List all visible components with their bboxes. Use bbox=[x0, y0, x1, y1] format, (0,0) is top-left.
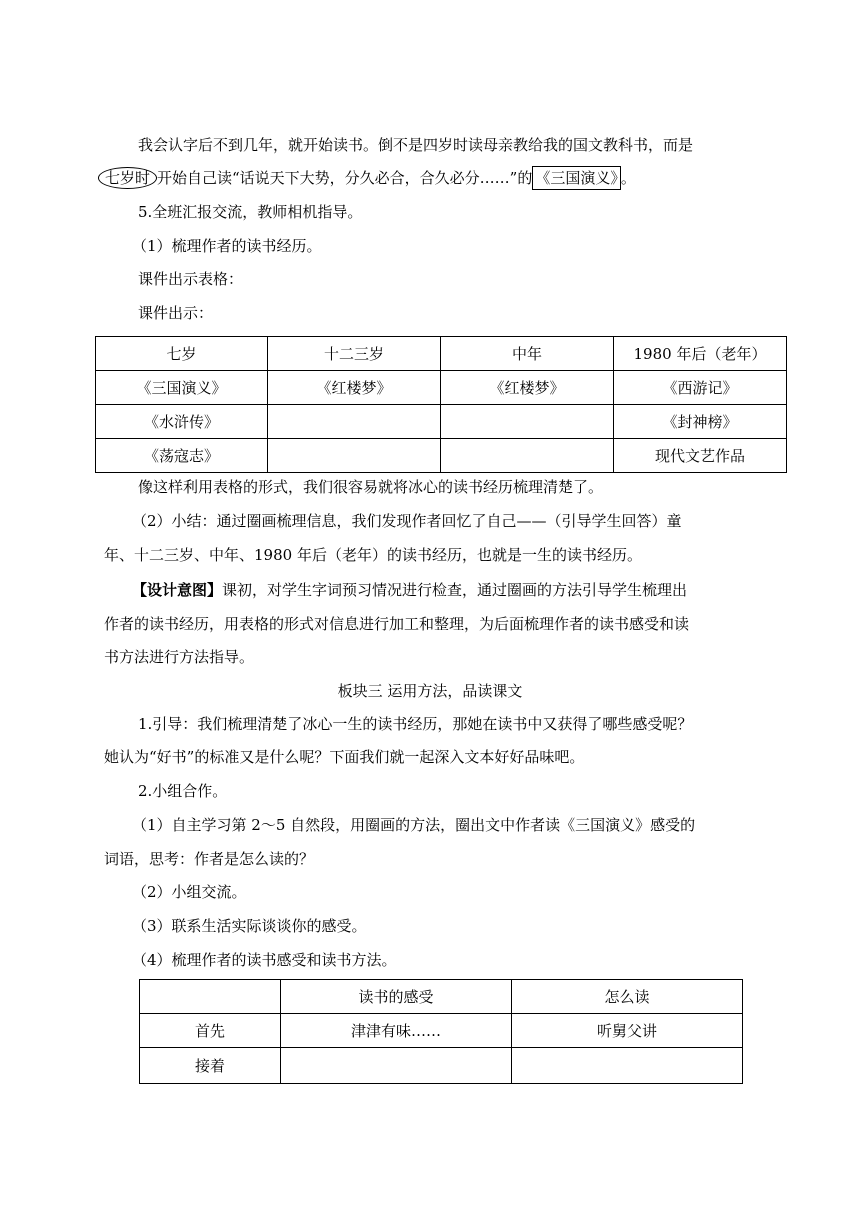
para1-line2-mid: 开始自己读“话说天下大势，分久必合，合久必分……”的 bbox=[157, 169, 533, 187]
after-table-text: 像这样利用表格的形式，我们很容易就将冰心的读书经历梳理清楚了。 bbox=[138, 478, 604, 496]
boxed-text: 《三国演义》 bbox=[532, 166, 621, 190]
para1-line2-end: 。 bbox=[620, 169, 636, 187]
table-cell: 《荡寇志》 bbox=[96, 439, 268, 473]
task4: （4）梳理作者的读书感受和读书方法。 bbox=[132, 951, 397, 969]
table-cell bbox=[268, 439, 441, 473]
guide-line2: 她认为“好书”的标准又是什么呢？下面我们就一起深入文本好好品味吧。 bbox=[104, 748, 585, 766]
table-cell bbox=[281, 1048, 512, 1084]
table-cell: 《红楼梦》 bbox=[441, 371, 614, 405]
table-header-cell: 中年 bbox=[441, 337, 614, 371]
table-row bbox=[140, 1014, 743, 1048]
table-cell: 首先 bbox=[140, 1014, 281, 1048]
reading-history-table bbox=[95, 336, 787, 473]
table-header-cell bbox=[140, 980, 281, 1014]
design-intent-line3: 书方法进行方法指导。 bbox=[104, 648, 255, 666]
summary-line2: 年、十二三岁、中年、1980 年后（老年）的读书经历，也就是一生的读书经历。 bbox=[104, 546, 642, 564]
table-cell: 《封神榜》 bbox=[614, 405, 787, 439]
summary-line1: （2）小结：通过圈画梳理信息，我们发现作者回忆了自己——（引导学生回答）童 bbox=[132, 512, 682, 530]
table-header-cell: 1980 年后（老年） bbox=[614, 337, 787, 371]
table-row bbox=[140, 1048, 743, 1084]
table-cell: 津津有味…… bbox=[281, 1014, 512, 1048]
section3-title: 板块三 运用方法，品读课文 bbox=[337, 682, 523, 700]
design-intent-line1 bbox=[132, 579, 687, 601]
design-intent-label: 【设计意图】 bbox=[132, 581, 223, 599]
table-cell bbox=[441, 439, 614, 473]
para1-line1: 我会认字后不到几年，就开始读书。倒不是四岁时读母亲教给我的国文教科书，而是 bbox=[138, 136, 694, 154]
step5-1: （1）梳理作者的读书经历。 bbox=[132, 237, 322, 255]
table-cell: 接着 bbox=[140, 1048, 281, 1084]
table-cell bbox=[268, 405, 441, 439]
circled-text: 七岁时 bbox=[98, 167, 157, 189]
table-header-row bbox=[96, 337, 787, 371]
task1-line2: 词语，思考：作者是怎么读的？ bbox=[104, 850, 315, 868]
table-header-cell: 读书的感受 bbox=[281, 980, 512, 1014]
courseware-table-label: 课件出示表格： bbox=[138, 270, 244, 288]
table-row bbox=[96, 371, 787, 405]
design-intent-line2: 作者的读书经历，用表格的形式对信息进行加工和整理，为后面梳理作者的读书感受和读 bbox=[104, 615, 690, 633]
group-work: 2.小组合作。 bbox=[138, 782, 228, 800]
para1-line2 bbox=[106, 167, 636, 189]
reading-method-table bbox=[139, 979, 743, 1084]
task3: （3）联系生活实际谈谈你的感受。 bbox=[132, 917, 367, 935]
task2: （2）小组交流。 bbox=[132, 883, 247, 901]
table-header-cell: 怎么读 bbox=[512, 980, 743, 1014]
courseware-show-label: 课件出示： bbox=[138, 304, 214, 322]
task1-line1: （1）自主学习第 2～5 自然段，用圈画的方法，圈出文中作者读《三国演义》感受的 bbox=[132, 816, 696, 834]
table-cell: 听舅父讲 bbox=[512, 1014, 743, 1048]
table-header-cell: 七岁 bbox=[96, 337, 268, 371]
table-cell: 《三国演义》 bbox=[96, 371, 268, 405]
table-row bbox=[96, 439, 787, 473]
step5: 5.全班汇报交流，教师相机指导。 bbox=[138, 203, 363, 221]
table-cell bbox=[512, 1048, 743, 1084]
table-cell: 《红楼梦》 bbox=[268, 371, 441, 405]
table-cell: 《西游记》 bbox=[614, 371, 787, 405]
table-cell: 《水浒传》 bbox=[96, 405, 268, 439]
design-intent-text: 课初，对学生字词预习情况进行检查，通过圈画的方法引导学生梳理出 bbox=[222, 581, 688, 599]
table-header-cell: 十二三岁 bbox=[268, 337, 441, 371]
guide-line1: 1.引导：我们梳理清楚了冰心一生的读书经历，那她在读书中又获得了哪些感受呢？ bbox=[138, 715, 693, 733]
table-row bbox=[96, 405, 787, 439]
table-cell bbox=[441, 405, 614, 439]
table-header-row bbox=[140, 980, 743, 1014]
table-cell: 现代文艺作品 bbox=[614, 439, 787, 473]
